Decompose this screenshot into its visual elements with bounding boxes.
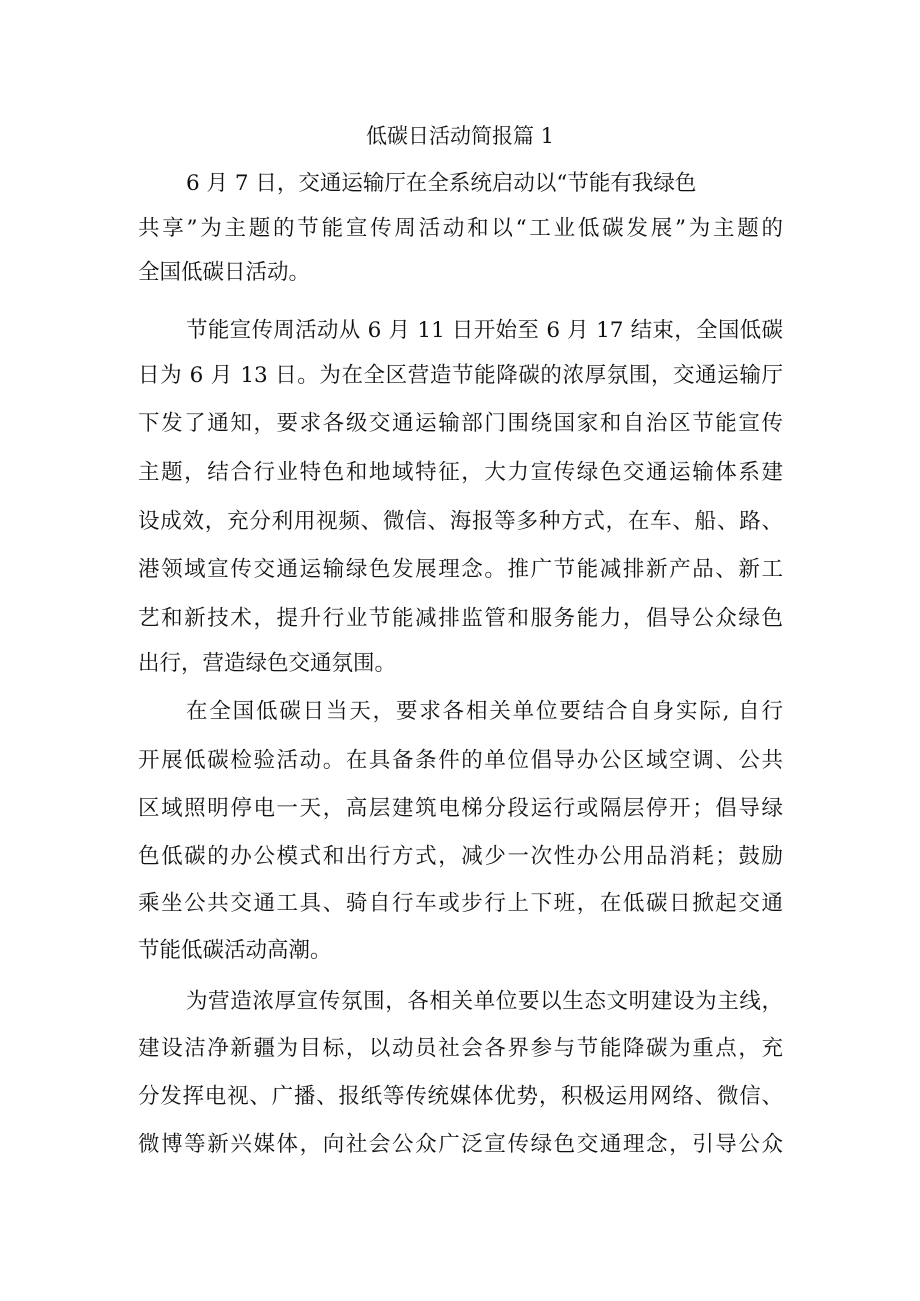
paragraph-4-line-4: 微博等新兴媒体，向社会公众广泛宣传绿色交通理念，引导公众 xyxy=(138,1132,783,1157)
paragraph-1-line-3: 全国低碳日活动。 xyxy=(138,260,311,285)
paragraph-2-line-4: 主题，结合行业特色和地域特征，大力宣传绿色交通运输体系建 xyxy=(138,460,783,485)
paragraph-3-line-2: 开展低碳检验活动。在具备条件的单位倡导办公区域空调、公共 xyxy=(138,748,783,773)
paragraph-3-line-1: 在全国低碳日当天，要求各相关单位要结合自身实际, 自行 xyxy=(186,699,783,724)
paragraph-3-line-6: 节能低碳活动高潮。 xyxy=(138,938,332,963)
paragraph-3-line-4: 色低碳的办公模式和出行方式，减少一次性办公用品消耗；鼓励 xyxy=(138,844,783,869)
paragraph-2-line-7: 艺和新技术，提升行业节能减排监管和服务能力，倡导公众绿色 xyxy=(138,606,783,631)
paragraph-2-line-3: 下发了通知，要求各级交通运输部门围绕国家和自治区节能宣传 xyxy=(138,411,783,436)
paragraph-4-line-1: 为营造浓厚宣传氛围，各相关单位要以生态文明建设为主线， xyxy=(186,989,783,1014)
paragraph-1-line-1: 6 月 7 日，交通运输厅在全系统启动以“节能有我绿色 xyxy=(186,171,697,196)
paragraph-4-line-3: 分发挥电视、广播、报纸等传统媒体优势，积极运用网络、微信、 xyxy=(138,1084,783,1109)
paragraph-2-line-6: 港领域宣传交通运输绿色发展理念。推广节能减排新产品、新工 xyxy=(138,557,783,582)
document-title: 低碳日活动简报篇 1 xyxy=(365,124,555,148)
paragraph-2-line-2: 日为 6 月 13 日。为在全区营造节能降碳的浓厚氛围，交通运输厅 xyxy=(138,363,783,388)
paragraph-4-line-2: 建设洁净新疆为目标，以动员社会各界参与节能降碳为重点，充 xyxy=(138,1036,783,1061)
paragraph-2-line-5: 设成效，充分利用视频、微信、海报等多种方式，在车、船、路、 xyxy=(138,509,783,534)
paragraph-1-line-2: 共享”为主题的节能宣传周活动和以“工业低碳发展”为主题的 xyxy=(138,216,783,241)
paragraph-3-line-3: 区域照明停电一天，高层建筑电梯分段运行或隔层停开；倡导绿 xyxy=(138,796,783,821)
paragraph-2-line-1: 节能宣传周活动从 6 月 11 日开始至 6 月 17 结束，全国低碳 xyxy=(186,318,783,343)
paragraph-3-line-5: 乘坐公共交通工具、骑自行车或步行上下班，在低碳日掀起交通 xyxy=(138,891,783,916)
paragraph-2-line-8: 出行，营造绿色交通氛围。 xyxy=(138,651,397,676)
